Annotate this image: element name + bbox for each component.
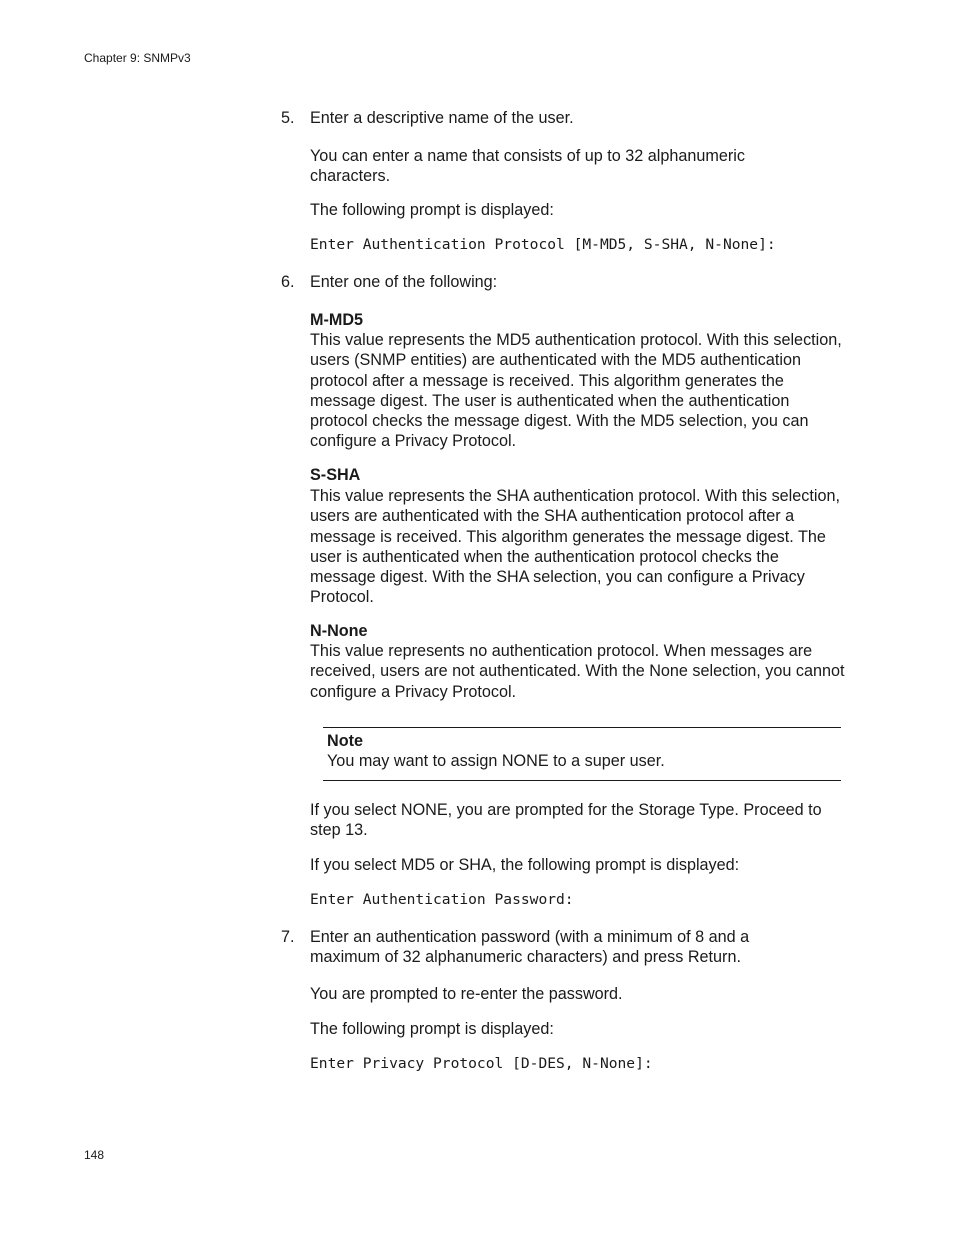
step-7-code-prompt: Enter Privacy Protocol [D-DES, N-None]: <box>310 1055 653 1072</box>
note-text: You may want to assign NONE to a super user. <box>327 752 665 770</box>
option-none-term: N-None <box>310 622 368 640</box>
step-5-paragraph-prompt-intro: The following prompt is displayed: <box>310 201 554 219</box>
step-6-number: 6. <box>281 273 295 291</box>
step-6-paragraph-md5-sha: If you select MD5 or SHA, the following prompt is displayed: <box>310 856 740 874</box>
option-sha-term: S-SHA <box>310 466 361 484</box>
step-6-paragraph-none: If you select NONE, you are prompted for the Storage Type. Proceed to step 13. <box>310 801 822 840</box>
step-7-number: 7. <box>281 928 295 946</box>
option-none-description: This value represents no authentication protocol. When messages are received, users are not authenticated. With the None selection, you cannot configure a Privacy Protocol. <box>310 642 845 701</box>
note-title: Note <box>327 732 363 750</box>
note-bottom-rule <box>323 780 841 781</box>
step-7-text: Enter an authentication password (with a minimum of 8 and a maximum of 32 alphanumeric characters) and press Return. <box>310 928 750 967</box>
chapter-header: Chapter 9: SNMPv3 <box>84 51 191 65</box>
step-6-text: Enter one of the following: <box>310 273 498 291</box>
step-5-paragraph-name-length: You can enter a name that consists of up to 32 alphanumeric characters. <box>310 147 745 186</box>
step-5-code-prompt: Enter Authentication Protocol [M-MD5, S-SHA, N-None]: <box>310 236 776 253</box>
note-top-rule <box>323 727 841 728</box>
step-5-number: 5. <box>281 109 295 127</box>
step-6-code-prompt: Enter Authentication Password: <box>310 891 574 908</box>
option-sha-description: This value represents the SHA authentication protocol. With this selection, users are authenticated with the SHA authentication protocol after a message is received. This algorithm generates the message digest. The user is authenticated when the authentication protocol checks the message digest. With the SHA selection, you can configure a Privacy Protocol. <box>310 487 840 607</box>
step-5-text: Enter a descriptive name of the user. <box>310 109 574 127</box>
option-md5-term: M-MD5 <box>310 311 364 329</box>
step-7-paragraph-prompt-intro: The following prompt is displayed: <box>310 1020 554 1038</box>
step-7-paragraph-reenter: You are prompted to re-enter the password. <box>310 985 623 1003</box>
option-md5-description: This value represents the MD5 authentication protocol. With this selection, users (SNMP entities) are authenticated with the MD5 authentication protocol after a message is received. This algorithm generates the message digest. The user is authenticated when the authentication protocol checks the message digest. With the MD5 selection, you can configure a Privacy Protocol. <box>310 331 842 451</box>
page-number: 148 <box>84 1148 105 1162</box>
